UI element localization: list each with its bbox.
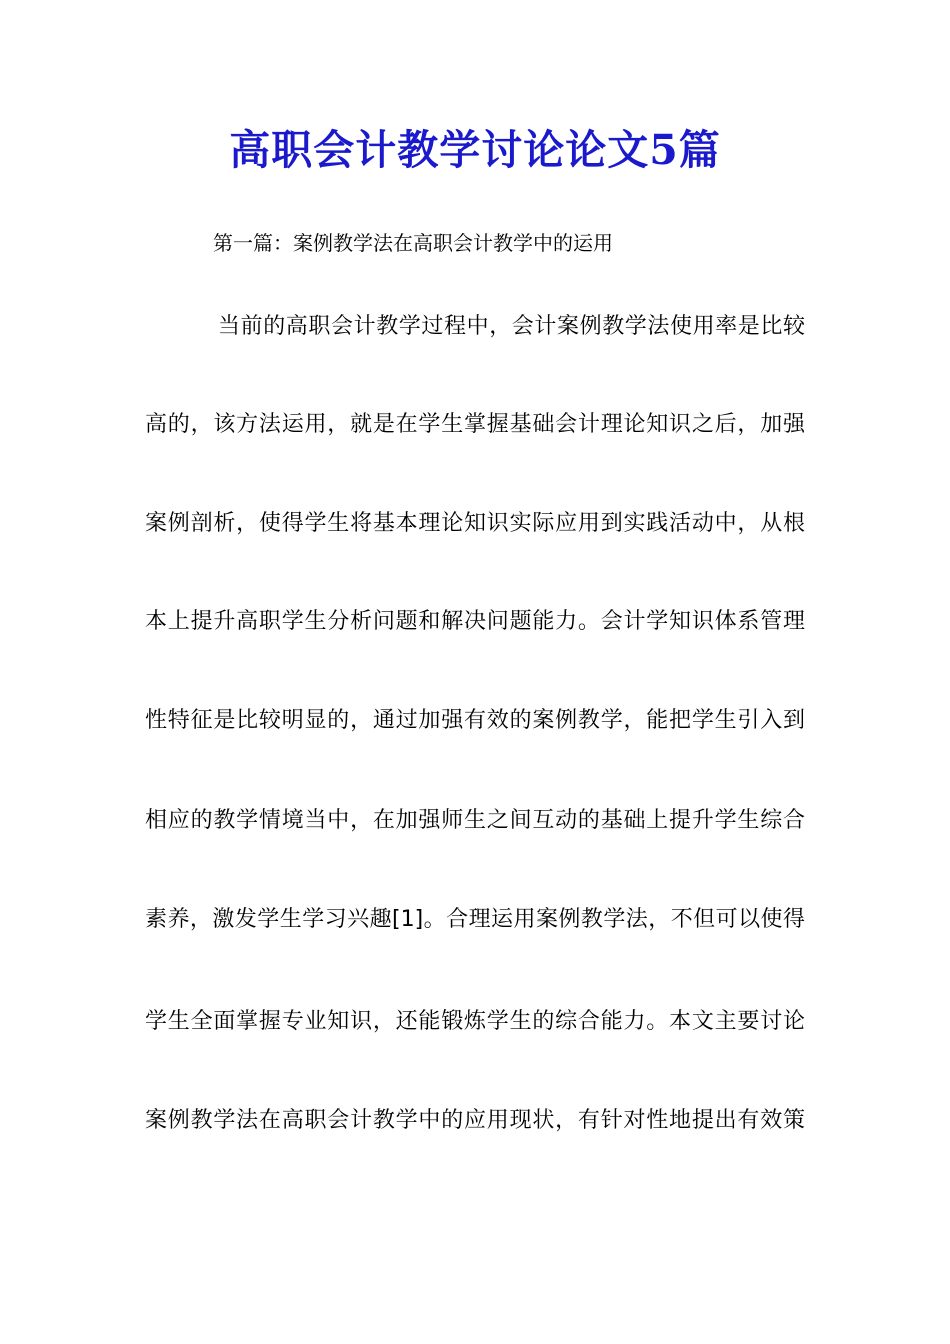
body-line: 案例剖析，使得学生将基本理论知识实际应用到实践活动中，从根 (145, 511, 805, 536)
body-line: 当前的高职会计教学过程中，会计案例教学法使用率是比较 (218, 314, 805, 339)
body-line: 案例教学法在高职会计教学中的应用现状，有针对性地提出有效策 (145, 1108, 805, 1133)
body-line: 高的，该方法运用，就是在学生掌握基础会计理论知识之后，加强 (145, 412, 805, 437)
section-heading: 第一篇：案例教学法在高职会计教学中的运用 (213, 231, 613, 255)
body-line: 相应的教学情境当中，在加强师生之间互动的基础上提升学生综合 (145, 808, 805, 833)
body-line: 学生全面掌握专业知识，还能锻炼学生的综合能力。本文主要讨论 (145, 1009, 805, 1034)
body-line: 性特征是比较明显的，通过加强有效的案例教学，能把学生引入到 (145, 708, 805, 733)
document-title: 高职会计教学讨论论文5篇 (229, 126, 721, 174)
body-line: 本上提升高职学生分析问题和解决问题能力。会计学知识体系管理 (145, 609, 805, 634)
body-line: 素养，激发学生学习兴趣[1]。合理运用案例教学法，不但可以使得 (145, 907, 805, 932)
